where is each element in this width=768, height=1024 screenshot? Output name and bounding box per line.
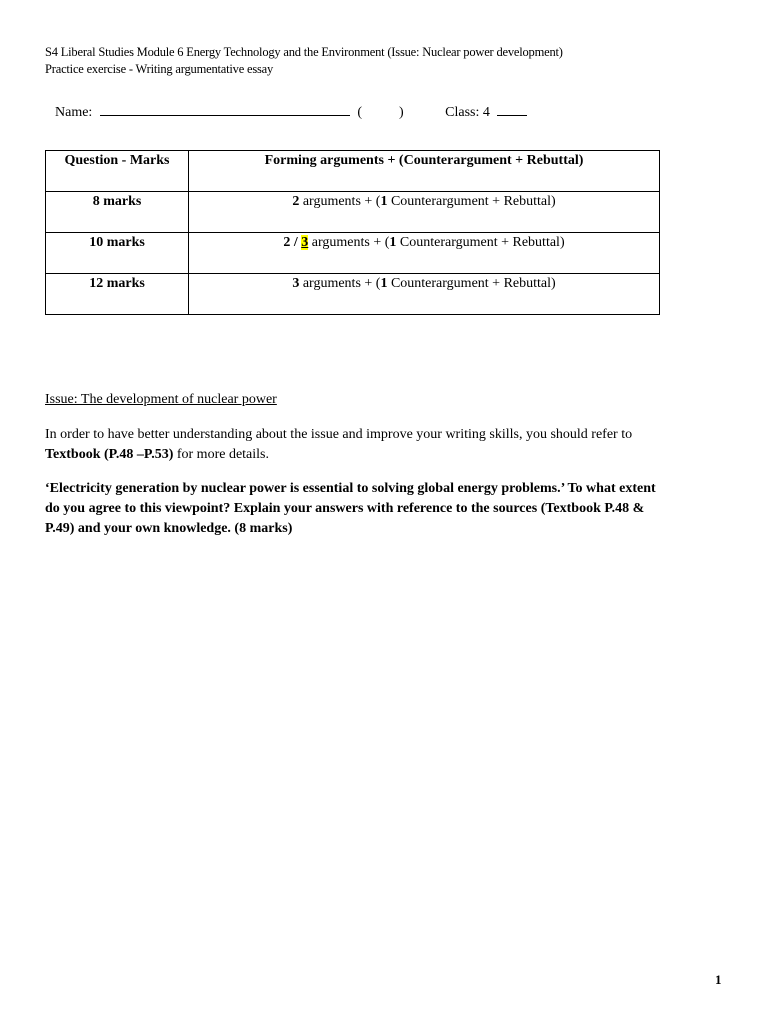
counterargument-text: Counterargument + Rebuttal) bbox=[387, 194, 556, 209]
name-label: Name: bbox=[55, 105, 93, 120]
argument-count: 3 bbox=[292, 276, 300, 291]
table-header-row bbox=[46, 151, 660, 192]
class-label: Class: 4 bbox=[445, 105, 490, 120]
intro-paragraph bbox=[45, 425, 725, 465]
arguments-text: arguments + ( bbox=[308, 235, 390, 250]
arguments-cell bbox=[189, 233, 660, 274]
name-class-row bbox=[55, 101, 527, 121]
argument-count: 2 / bbox=[283, 235, 302, 250]
marks-cell: 10 marks bbox=[46, 233, 189, 274]
counterargument-text: Counterargument + Rebuttal) bbox=[387, 276, 556, 291]
arguments-cell bbox=[189, 274, 660, 315]
textbook-reference: Textbook (P.48 –P.53) bbox=[45, 447, 174, 462]
counterargument-count: 1 bbox=[389, 235, 397, 250]
marks-cell: 12 marks bbox=[46, 274, 189, 315]
issue-heading: Issue: The development of nuclear power bbox=[45, 392, 277, 407]
index-paren-close: ) bbox=[399, 105, 404, 120]
table-row bbox=[46, 233, 660, 274]
intro-text: In order to have better understanding about the issue and improve your writing skills, you should refer to bbox=[45, 427, 633, 442]
counterargument-count: 1 bbox=[380, 194, 388, 209]
table-row bbox=[46, 192, 660, 233]
header-title: S4 Liberal Studies Module 6 Energy Technology and the Environment (Issue: Nuclear power development) bbox=[45, 45, 563, 59]
arguments-cell bbox=[189, 192, 660, 233]
class-blank[interactable] bbox=[497, 101, 527, 116]
index-paren-open: ( bbox=[357, 105, 362, 120]
question-line-2: do you agree to this viewpoint? Explain your answers with reference to the sources (Textbook P.48 & bbox=[45, 501, 645, 516]
header-forming-arguments: Forming arguments + (Counterargument + Rebuttal) bbox=[189, 151, 660, 192]
argument-count: 2 bbox=[292, 194, 300, 209]
header-question-marks: Question - Marks bbox=[46, 151, 189, 192]
page-number: 1 bbox=[715, 972, 722, 987]
counterargument-count: 1 bbox=[380, 276, 388, 291]
question-line-3: P.49) and your own knowledge. (8 marks) bbox=[45, 521, 293, 536]
counterargument-text: Counterargument + Rebuttal) bbox=[396, 235, 565, 250]
marks-cell: 8 marks bbox=[46, 192, 189, 233]
arguments-text: arguments + ( bbox=[299, 194, 381, 209]
arguments-text: arguments + ( bbox=[299, 276, 381, 291]
question-line-1: ‘Electricity generation by nuclear power is essential to solving global energy problems.’ To what extent bbox=[45, 481, 656, 496]
name-blank[interactable] bbox=[100, 101, 350, 116]
intro-text-end: for more details. bbox=[173, 447, 269, 462]
table-row bbox=[46, 274, 660, 315]
header-subtitle: Practice exercise - Writing argumentative essay bbox=[45, 62, 274, 76]
argument-count-highlight: 3 bbox=[301, 235, 309, 250]
essay-question bbox=[45, 479, 725, 539]
marks-table bbox=[45, 150, 660, 315]
